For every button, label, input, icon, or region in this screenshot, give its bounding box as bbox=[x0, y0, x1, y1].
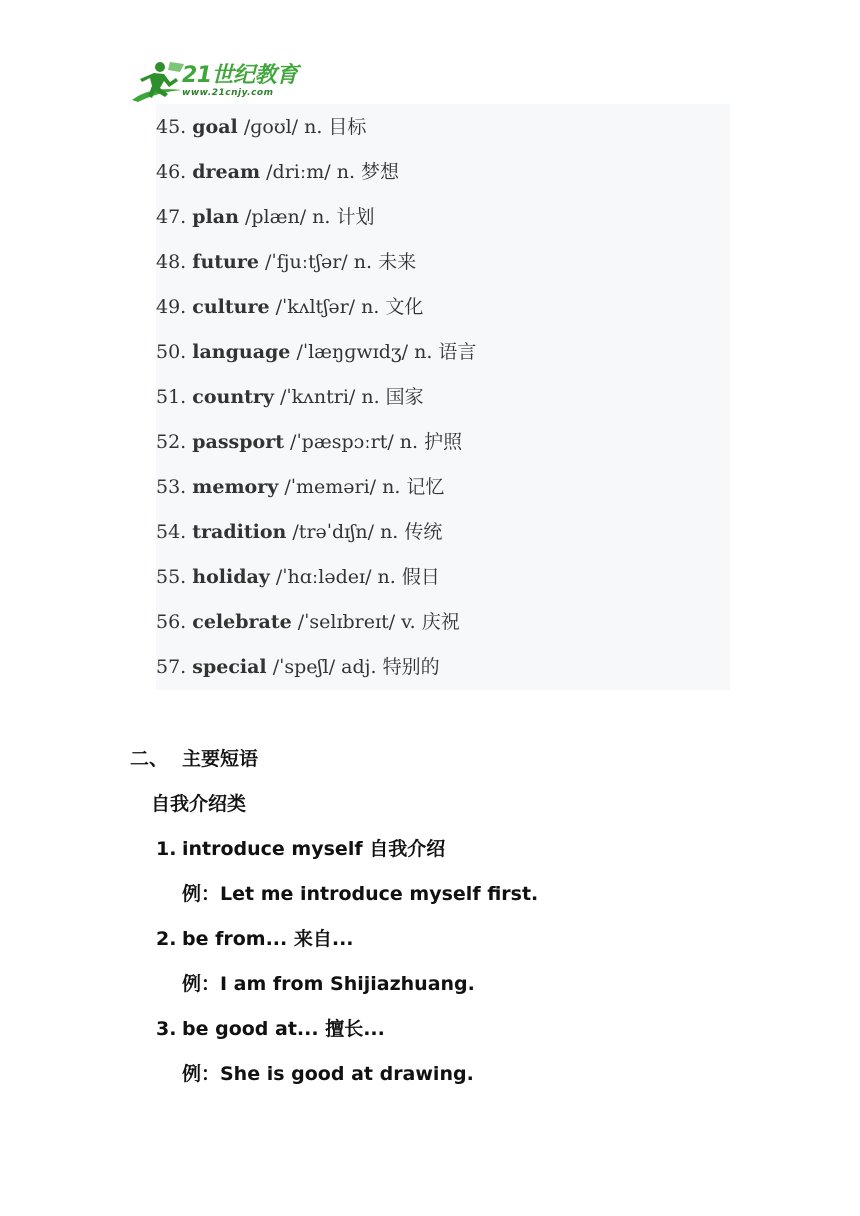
phrase-item bbox=[156, 1015, 385, 1043]
item-number: 46. bbox=[156, 161, 187, 183]
section-heading bbox=[130, 745, 258, 773]
vocab-item bbox=[156, 518, 442, 546]
vocab-definition: /ɡoʊl/ n. 目标 bbox=[243, 116, 367, 138]
vocab-word: special bbox=[192, 656, 267, 678]
vocab-word: memory bbox=[192, 476, 279, 498]
vocab-definition: /ˈmeməri/ n. 记忆 bbox=[284, 476, 445, 498]
vocab-word: tradition bbox=[192, 521, 287, 543]
vocab-word: plan bbox=[192, 206, 239, 228]
item-number: 47. bbox=[156, 206, 187, 228]
logo-url-text: www.21cnjy.com bbox=[182, 88, 274, 98]
item-number: 52. bbox=[156, 431, 187, 453]
phrase-item bbox=[156, 925, 354, 953]
phrase-text: introduce myself 自我介绍 bbox=[182, 838, 446, 860]
phrase-item bbox=[156, 835, 445, 863]
vocab-item bbox=[156, 608, 460, 636]
runner-logo-icon bbox=[130, 60, 186, 102]
item-number: 50. bbox=[156, 341, 187, 363]
item-number: 55. bbox=[156, 566, 187, 588]
vocab-item bbox=[156, 158, 399, 186]
phrase-number: 3. bbox=[156, 1018, 177, 1040]
phrase-text: be good at... 擅长... bbox=[182, 1018, 385, 1040]
vocab-item bbox=[156, 203, 374, 231]
item-number: 48. bbox=[156, 251, 187, 273]
vocabulary-panel bbox=[156, 104, 730, 690]
vocab-definition: /ˈspeʃl/ adj. 特别的 bbox=[272, 656, 440, 678]
vocab-item bbox=[156, 563, 440, 591]
phrase-number: 1. bbox=[156, 838, 177, 860]
vocab-word: goal bbox=[192, 116, 238, 138]
vocab-word: holiday bbox=[192, 566, 270, 588]
phrase-example: 例：Let me introduce myself first. bbox=[182, 883, 539, 905]
item-number: 45. bbox=[156, 116, 187, 138]
vocab-item bbox=[156, 113, 366, 141]
vocab-word: passport bbox=[192, 431, 284, 453]
vocab-definition: /ˈlæŋɡwɪdʒ/ n. 语言 bbox=[296, 341, 477, 363]
item-number: 57. bbox=[156, 656, 187, 678]
vocab-definition: /trəˈdɪʃn/ n. 传统 bbox=[292, 521, 443, 543]
vocab-definition: /ˈselɪbreɪt/ v. 庆祝 bbox=[297, 611, 460, 633]
item-number: 56. bbox=[156, 611, 187, 633]
item-number: 51. bbox=[156, 386, 187, 408]
phrase-text: be from... 来自... bbox=[182, 928, 354, 950]
vocab-item bbox=[156, 383, 424, 411]
vocab-item bbox=[156, 338, 476, 366]
item-number: 49. bbox=[156, 296, 187, 318]
item-number: 53. bbox=[156, 476, 187, 498]
vocab-word: celebrate bbox=[192, 611, 292, 633]
phrase-number: 2. bbox=[156, 928, 177, 950]
vocab-definition: /plæn/ n. 计划 bbox=[244, 206, 375, 228]
vocab-word: culture bbox=[192, 296, 270, 318]
subsection-heading: 自我介绍类 bbox=[151, 793, 247, 815]
section-number: 二、 bbox=[130, 748, 169, 770]
vocab-item bbox=[156, 428, 462, 456]
site-logo bbox=[130, 58, 300, 104]
vocab-definition: /ˈhɑːlədeɪ/ n. 假日 bbox=[275, 566, 440, 588]
phrase-example: 例：She is good at drawing. bbox=[182, 1063, 474, 1085]
vocab-definition: /ˈfjuːtʃər/ n. 未来 bbox=[265, 251, 417, 273]
vocab-definition: /ˈpæspɔːrt/ n. 护照 bbox=[290, 431, 463, 453]
phrase-example: 例：I am from Shijiazhuang. bbox=[182, 973, 475, 995]
vocab-item bbox=[156, 473, 444, 501]
vocab-word: country bbox=[192, 386, 274, 408]
vocab-item bbox=[156, 293, 423, 321]
vocab-definition: /driːm/ n. 梦想 bbox=[266, 161, 400, 183]
vocab-item bbox=[156, 653, 440, 681]
item-number: 54. bbox=[156, 521, 187, 543]
vocab-word: future bbox=[192, 251, 259, 273]
logo-brand-text: 21世纪教育 bbox=[182, 63, 298, 88]
vocab-definition: /ˈkʌntri/ n. 国家 bbox=[280, 386, 424, 408]
section-title: 主要短语 bbox=[182, 748, 259, 770]
vocab-item bbox=[156, 248, 416, 276]
vocab-definition: /ˈkʌltʃər/ n. 文化 bbox=[275, 296, 424, 318]
vocab-word: dream bbox=[192, 161, 261, 183]
vocab-word: language bbox=[192, 341, 291, 363]
